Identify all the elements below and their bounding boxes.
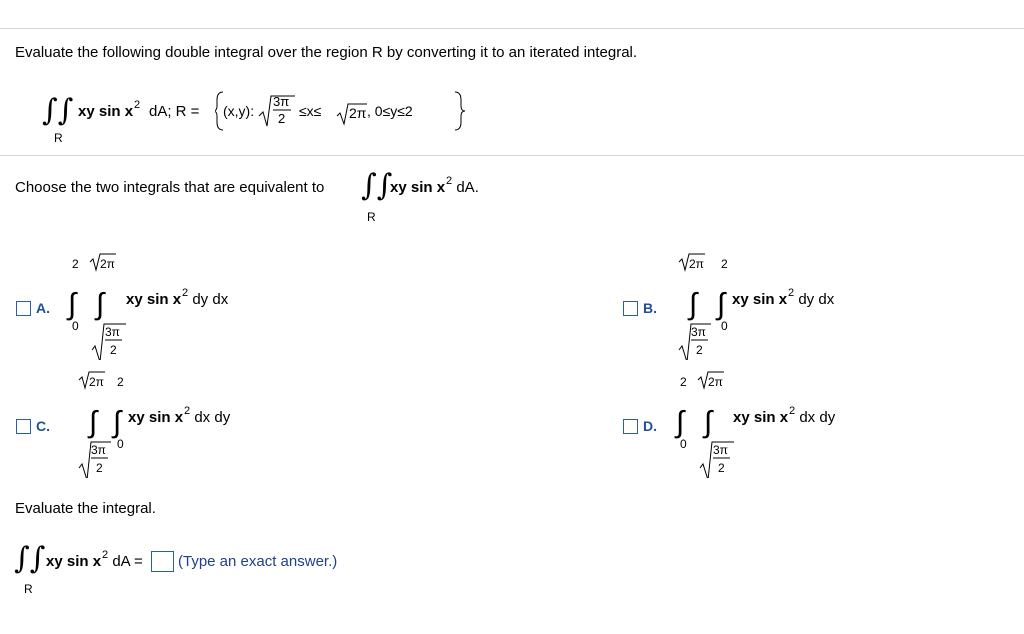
evaluate-equals: dA = xyxy=(112,553,143,570)
inner-lower-num: 3π xyxy=(713,443,728,457)
integrand-text: xy sin x xyxy=(126,291,182,308)
outer-upper-limit: 2π xyxy=(689,257,704,271)
integrand-text: xy sin x xyxy=(128,409,184,426)
problem-statement xyxy=(40,86,480,146)
outer-lower-limit: 0 xyxy=(680,437,687,451)
outer-upper-limit: 2π xyxy=(89,375,104,389)
evaluate-integrand xyxy=(46,549,143,570)
differentials: dx dy xyxy=(194,409,231,426)
option-a-checkbox[interactable] xyxy=(16,301,31,316)
exponent: 2 xyxy=(134,99,141,111)
inner-integral-sign: ∫ xyxy=(717,288,726,321)
option-d-checkbox[interactable] xyxy=(623,419,638,434)
evaluate-region-label: R xyxy=(24,582,33,596)
exponent: 2 xyxy=(102,549,109,561)
inner-lower-limit: 0 xyxy=(721,319,728,333)
outer-lower-limit: 0 xyxy=(72,319,79,333)
differentials: dx dy xyxy=(799,409,836,426)
outer-integral-sign: ∫ xyxy=(689,288,698,321)
problem-instruction: Evaluate the following double integral over the region R by converting it to an iterated integral. xyxy=(15,44,638,61)
outer-integral-sign: ∫ xyxy=(89,406,98,439)
inner-integral-sign: ∫ xyxy=(704,406,713,439)
choose-tail: dA. xyxy=(456,179,479,196)
inner-upper-limit: 2 xyxy=(117,375,124,389)
integrand-text: xy sin x xyxy=(46,553,102,570)
inner-lower-num: 3π xyxy=(105,325,120,339)
option-c-integrand xyxy=(128,405,231,426)
choose-region-label: R xyxy=(367,210,376,224)
outer-upper-limit: 2 xyxy=(72,257,79,271)
top-divider xyxy=(0,28,1024,29)
inner-integral-sign: ∫ xyxy=(113,406,122,439)
outer-lower-den: 2 xyxy=(696,343,703,357)
option-c-label[interactable]: C. xyxy=(36,418,50,434)
region-label: R xyxy=(54,131,63,145)
outer-integral-sign: ∫ xyxy=(676,406,685,439)
integrand-text: xy sin x xyxy=(78,103,134,120)
option-a-label[interactable]: A. xyxy=(36,300,50,316)
option-c-checkbox[interactable] xyxy=(16,419,31,434)
exponent: 2 xyxy=(789,405,796,417)
exponent: 2 xyxy=(182,287,189,299)
problem-integrand xyxy=(78,99,141,120)
option-d-label[interactable]: D. xyxy=(643,418,657,434)
outer-integral-sign: ∫ xyxy=(68,288,77,321)
answer-hint: (Type an exact answer.) xyxy=(178,553,338,570)
differentials: dy dx xyxy=(192,291,229,308)
region-set-definition xyxy=(215,86,475,136)
option-a-integrand xyxy=(126,287,229,308)
bound-den: 2 xyxy=(278,111,286,126)
inner-lower-den: 2 xyxy=(110,343,117,357)
exponent: 2 xyxy=(446,175,453,187)
evaluate-title: Evaluate the integral. xyxy=(15,500,156,517)
inner-upper-limit: 2π xyxy=(708,375,723,389)
integrand-text: xy sin x xyxy=(390,179,446,196)
choose-text: Choose the two integrals that are equivalent to xyxy=(15,179,325,196)
region-equals: dA; R = xyxy=(149,103,200,120)
inner-lower-den: 2 xyxy=(718,461,725,475)
outer-lower-den: 2 xyxy=(96,461,103,475)
exponent: 2 xyxy=(184,405,191,417)
integrand-text: xy sin x xyxy=(733,409,789,426)
inner-integral-sign: ∫ xyxy=(96,288,105,321)
outer-upper-limit: 2 xyxy=(680,375,687,389)
answer-input[interactable] xyxy=(151,551,174,572)
inner-upper-limit: 2π xyxy=(100,257,115,271)
set-open: (x,y): xyxy=(223,103,255,119)
evaluate-double-integral-sign: ∫∫ xyxy=(14,541,46,576)
bound-num: 3π xyxy=(273,94,290,109)
y-range: , 0≤y≤2 xyxy=(367,103,413,119)
inner-upper-limit: 2 xyxy=(721,257,728,271)
le-x-le: ≤x≤ xyxy=(299,103,322,119)
outer-lower-num: 3π xyxy=(691,325,706,339)
inner-lower-limit: 0 xyxy=(117,437,124,451)
upper-bound-x: 2π xyxy=(349,105,367,121)
outer-lower-num: 3π xyxy=(91,443,106,457)
option-b-integrand xyxy=(732,287,835,308)
differentials: dy dx xyxy=(798,291,835,308)
option-b-checkbox[interactable] xyxy=(623,301,638,316)
double-integral-sign: ∫∫ xyxy=(42,93,74,128)
option-b-label[interactable]: B. xyxy=(643,300,657,316)
choose-double-integral-sign: ∫∫ xyxy=(361,168,393,203)
section-divider xyxy=(0,155,1024,156)
option-d-integrand xyxy=(733,405,836,426)
exponent: 2 xyxy=(788,287,795,299)
integrand-text: xy sin x xyxy=(732,291,788,308)
choose-integrand xyxy=(390,175,479,196)
